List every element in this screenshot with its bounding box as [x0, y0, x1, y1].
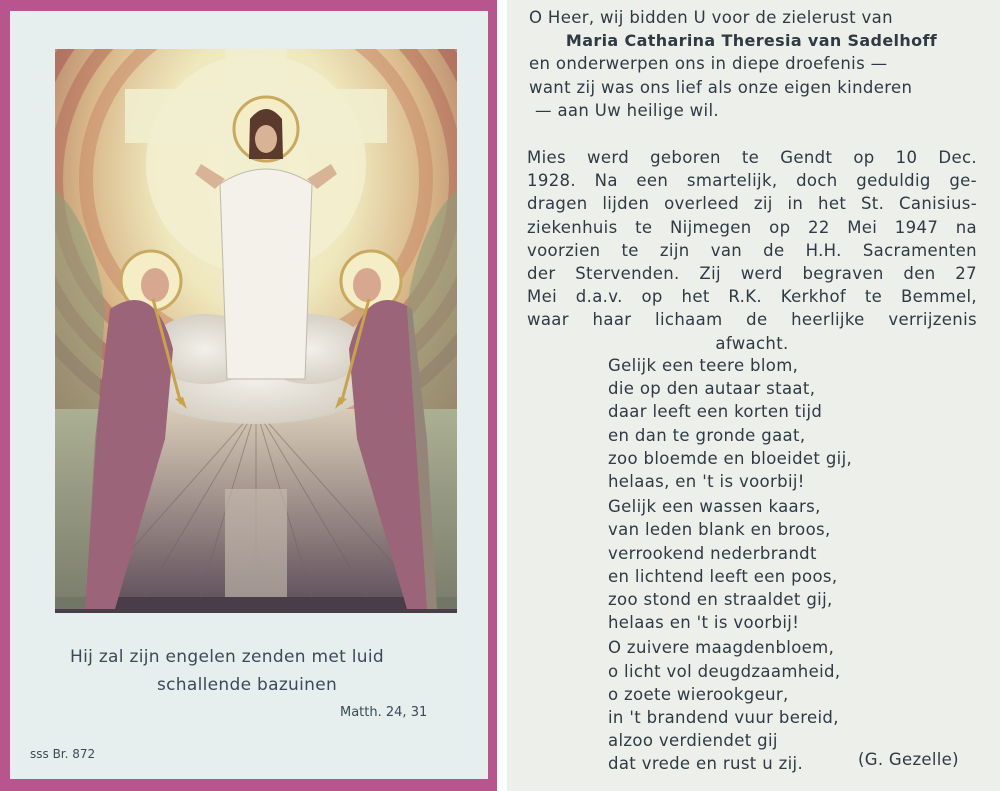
scripture-reference: Matth. 24, 31	[340, 705, 428, 720]
intro-line: — aan Uw heilige wil.	[535, 100, 719, 120]
poem-line: en lichtend leeft een poos,	[608, 566, 838, 586]
intro-line: en onderwerpen ons in diepe droefenis —	[529, 54, 888, 74]
prayer-card-back	[507, 0, 1000, 791]
biography-line: der Stervenden. Zij werd begraven den 27	[527, 264, 977, 284]
poem-line: en dan te gronde gaat,	[608, 425, 806, 445]
intro-prayer	[529, 6, 984, 122]
poem	[608, 354, 938, 776]
religious-illustration	[55, 49, 457, 613]
poem-line: Gelijk een teere blom,	[608, 356, 799, 375]
poem-line: alzoo verdiendet gij	[608, 731, 778, 751]
poem-line: zoo stond en straaldet gij,	[608, 590, 833, 610]
intro-line: O Heer, wij bidden U voor de zielerust van	[529, 8, 893, 27]
poem-line: o licht vol deugdzaamheid,	[608, 661, 841, 681]
deceased-name: Maria Catharina Theresia van Sadelhoff	[565, 31, 938, 51]
poem-line: die op den autaar staat,	[608, 379, 816, 399]
poem-line: verrookend nederbrandt	[608, 543, 817, 563]
poem-line: zoo bloemde en bloeidet gij,	[608, 448, 853, 468]
biography-line: afwacht.	[715, 333, 789, 353]
biography	[527, 146, 977, 355]
biography-line: dragen lijden overleed zij in het St. Canisius-	[527, 194, 977, 214]
print-code: sss Br. 872	[30, 747, 96, 761]
biography-line: Mies werd geboren te Gendt op 10 Dec.	[527, 148, 977, 167]
biography-line: voorzien te zijn van de H.H. Sacramenten	[527, 240, 977, 260]
card-front-paper	[10, 11, 488, 779]
prayer-card-front	[0, 0, 497, 791]
scripture-quote-line2: schallende bazuinen	[157, 675, 338, 695]
poem-line: helaas, en 't is voorbij!	[608, 472, 805, 492]
intro-line: want zij was ons lief als onze eigen kinderen	[529, 77, 913, 97]
poem-line: helaas en 't is voorbij!	[608, 613, 800, 633]
poem-line: van leden blank en broos,	[608, 520, 831, 540]
biography-line: waar haar lichaam de heerlijke verrijzenis	[527, 310, 977, 330]
poem-author: (G. Gezelle)	[858, 750, 959, 769]
poem-line: Gelijk een wassen kaars,	[608, 497, 821, 517]
poem-line: o zoete wierookgeur,	[608, 684, 789, 704]
poem-line: daar leeft een korten tijd	[608, 402, 823, 422]
scripture-quote-line1: Hij zal zijn engelen zenden met luid	[70, 647, 384, 667]
poem-line: in 't brandend vuur bereid,	[608, 708, 839, 728]
illustration-christ-and-angels	[55, 49, 457, 613]
biography-line: ziekenhuis te Nijmegen op 22 Mei 1947 na	[527, 217, 977, 237]
poem-line: O zuivere maagdenbloem,	[608, 638, 835, 658]
biography-line: 1928. Na een smartelijk, doch geduldig ge-	[527, 171, 977, 191]
biography-line: Mei d.a.v. op het R.K. Kerkhof te Bemmel,	[527, 287, 977, 307]
poem-line: dat vrede en rust u zij.	[608, 754, 804, 774]
